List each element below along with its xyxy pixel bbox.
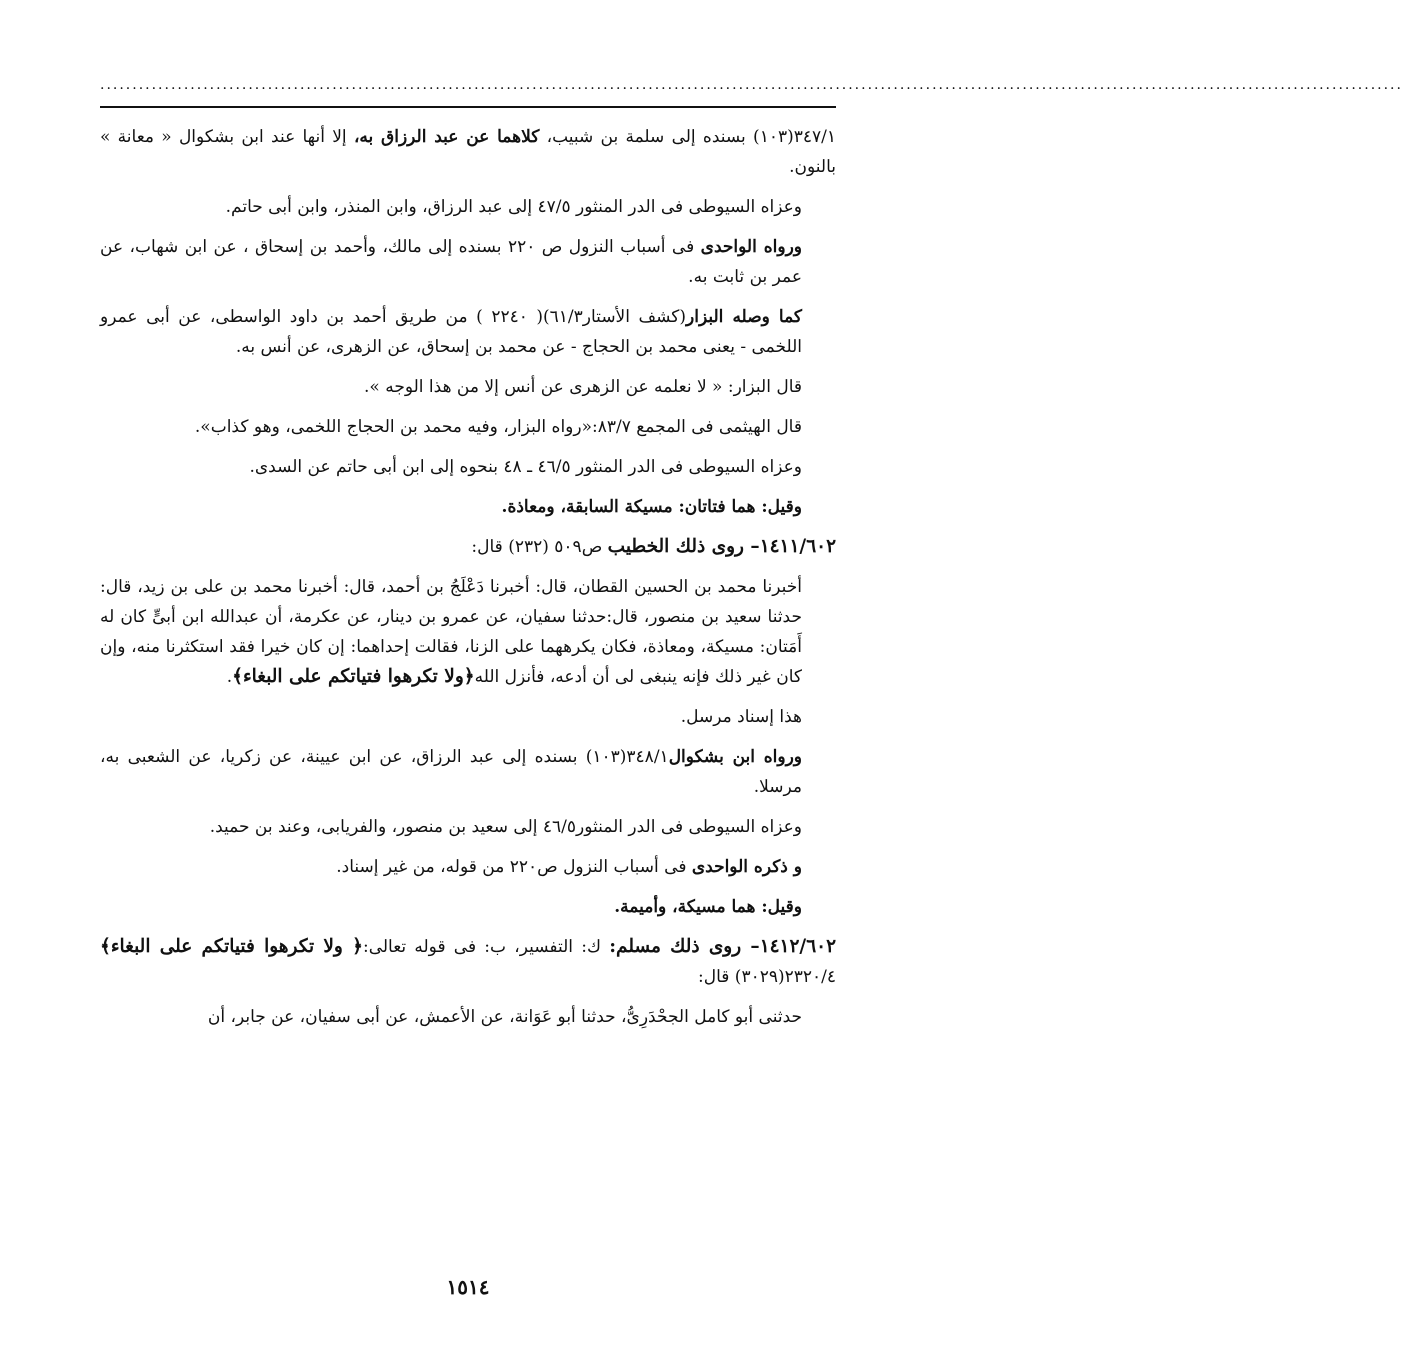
heading-1412: ١٤١٢/٦٠٢– روى ذلك مسلم: ك: التفسير، ب: فى قوله تعالى:﴿ ولا تكرهوا فتياتكم على البغاء﴾٢٣٢٠/٤(٣٠٢٩) قال: [100, 936, 836, 987]
paragraph-qila-2: وقيل: هما مسيكة، وأميمة. [614, 897, 802, 917]
paragraph-haythami: قال الهيثمى فى المجمع ٨٣/٧:«رواه البزار، وفيه محمد بن الحجاج اللخمى، وهو كذاب». [194, 417, 802, 437]
paragraph-bazzar: كما وصله البزار(كشف الأستار٦١/٣)( ٢٢٤٠ ) من طريق أحمد بن داود الواسطى، عن أبى عمرو اللخمى - يعنى محمد بن الحجاج - عن محمد بن إسحاق، عن الزهرى، عن أنس به. [100, 307, 803, 357]
header-rule [100, 106, 836, 108]
paragraph-khatib-isnad: أخبرنا محمد بن الحسين القطان، قال: أخبرنا دَعْلَجُ بن أحمد، قال: أخبرنا محمد بن على بن زيد، قال: حدثنا سعيد بن منصور، قال:حدثنا سفيان، عن عمرو بن دينار، عن عكرمة، أن عبدالله ابن أبىٍّ كان له أَمَتان: مسيكة، ومعاذة، فكان يكرههما على الزنا، فقالت إحداهما: إن كان خيرا فقد استكثرنا منه، وإن كان غير ذلك فإنه ينبغى لى أن أدعه، فأنزل الله﴿ولا تكرهوا فتياتكم على البغاء﴾. [100, 577, 802, 687]
dotted-separator: .......................................................................................................................................................................................................... [100, 77, 1403, 93]
paragraph-ibn-bashkuwal-note: ٣٤٧/١(١٠٣) بسنده إلى سلمة بن شبيب، كلاهما عن عبد الرزاق به، إلا أنها عند ابن بشكوال « معانة » بالنون. [100, 127, 836, 177]
page-number: ١٥١٤ [446, 1275, 490, 1299]
paragraph-suyuti-1: وعزاه السيوطى فى الدر المنثور ٤٧/٥ إلى عبد الرزاق، وابن المنذر، وابن أبى حاتم. [225, 197, 802, 217]
paragraph-muslim-isnad: حدثنى أبو كامل الجحْدَرِىُّ، حدثنا أبو عَوَانة، عن الأعمش، عن أبى سفيان، عن جابر، أن [207, 1007, 802, 1027]
paragraph-mursal: هذا إسناد مرسل. [680, 707, 802, 727]
paragraph-wahidi-1: ورواه الواحدى فى أسباب النزول ص ٢٢٠ بسنده إلى مالك، وأحمد بن إسحاق ، عن ابن شهاب، عن عمر بن ثابت به. [100, 237, 802, 287]
book-page [100, 77, 1403, 1318]
paragraph-bazzar-quote: قال البزار: « لا نعلمه عن الزهرى عن أنس إلا من هذا الوجه ». [364, 377, 802, 397]
page-body [100, 122, 836, 1042]
paragraph-suyuti-3: وعزاه السيوطى فى الدر المنثور٤٦/٥ إلى سعيد بن منصور، والفريابى، وعند بن حميد. [209, 817, 802, 837]
paragraph-ibn-bashkuwal-2: ورواه ابن بشكوال٣٤٨/١(١٠٣) بسنده إلى عبد الرزاق، عن ابن عيينة، عن زكريا، عن الشعبى به، مرسلا. [100, 747, 803, 797]
heading-1411: ١٤١١/٦٠٢– روى ذلك الخطيب ص٥٠٩ (٢٣٢) قال: [471, 536, 836, 557]
paragraph-qila-1: وقيل: هما فتاتان: مسيكة السابقة، ومعاذة. [501, 497, 802, 517]
paragraph-wahidi-2: و ذكره الواحدى فى أسباب النزول ص٢٢٠ من قوله، من غير إسناد. [336, 857, 802, 877]
paragraph-suyuti-2: وعزاه السيوطى فى الدر المنثور ٤٦/٥ ـ ٤٨ بنحوه إلى ابن أبى حاتم عن السدى. [249, 457, 802, 477]
